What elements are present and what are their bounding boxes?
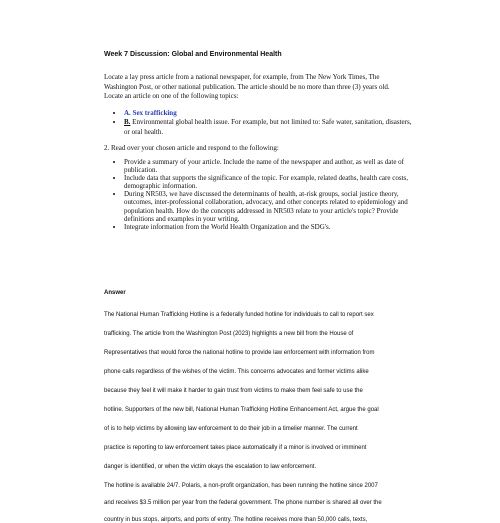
topic-item	[124, 118, 414, 137]
requirement-item: • Integrate information from the World Health Organization and the SDG's.	[124, 223, 424, 231]
answer-line: of is to help victims by allowing law enforcement to do their job in a timelier manner. The current	[104, 426, 358, 432]
respond-paragraph: 2. Read over your chosen article and respond to the following:	[104, 144, 279, 152]
answer-line: practice is reporting to law enforcement takes place automatically if a minor is involved or imminent	[104, 445, 367, 451]
requirement-item: • During NR503, we have discussed the determinants of health, at-risk groups, social justice theory, outcomes, inter-professional collaboration, advocacy, and other concepts related to epidemiology and population health. How do the concepts addressed in NR503 relate to your article's topic? Provide definitions and examples in your writing.	[124, 190, 424, 222]
topic-text: Environmental global health issue. For example, but not limited to: Safe water, sanitation, disasters, or oral health.	[124, 118, 412, 136]
answer-line: trafficking. The article from the Washington Post (2023) highlights a new bill from the House of	[104, 331, 354, 337]
answer-line: The hotline is available 24/7. Polaris, a non-profit organization, has been running the hotline since 2007	[104, 483, 378, 489]
requirements-list	[112, 158, 424, 231]
answer-line: country in bus stops, airports, and ports of entry. The hotline receives more than 50,000 calls, texts,	[104, 517, 368, 523]
answer-line: hotline. Supporters of the new bill, National Human Trafficking Hotline Enhancement Act, argue the goal	[104, 407, 379, 413]
page-title: Week 7 Discussion: Global and Environmental Health	[104, 51, 282, 58]
requirement-item: • Include data that supports the significance of the topic. For example, related deaths, health care costs, demographic information.	[124, 174, 424, 190]
answer-line: because they feel it will make it harder to gain trust from victims to make them feel safe to use the	[104, 388, 363, 394]
answer-line: phone calls regardless of the wishes of the victim. This concerns advocates and former victims alike	[104, 369, 369, 375]
answer-line: Representatives that would force the national hotline to provide law enforcement with information from	[104, 350, 375, 356]
instructions-paragraph: Locate a lay press article from a national newspaper, for example, from The New York Times, The Washington Post, or other national publication. The article should be no more than three (3) years old. Locate an article on one of the following topics:	[104, 73, 390, 100]
answer-line: and receives $3.5 million per year from the federal government. The phone number is shared all over the	[104, 500, 382, 506]
topic-label-link[interactable]: A. Sex trafficking	[124, 109, 177, 117]
requirement-item: • Provide a summary of your article. Include the name of the newspaper and author, as well as date of publication.	[124, 158, 424, 174]
topic-label: B.	[124, 118, 131, 127]
answer-heading: Answer	[104, 290, 126, 296]
answer-line: The National Human Trafficking Hotline is a federally funded hotline for individuals to call to report sex	[104, 312, 374, 318]
topic-item	[124, 109, 414, 118]
answer-line: danger is identified, or when the victim okays the escalation to law enforcement.	[104, 464, 317, 470]
topics-list	[112, 109, 414, 137]
